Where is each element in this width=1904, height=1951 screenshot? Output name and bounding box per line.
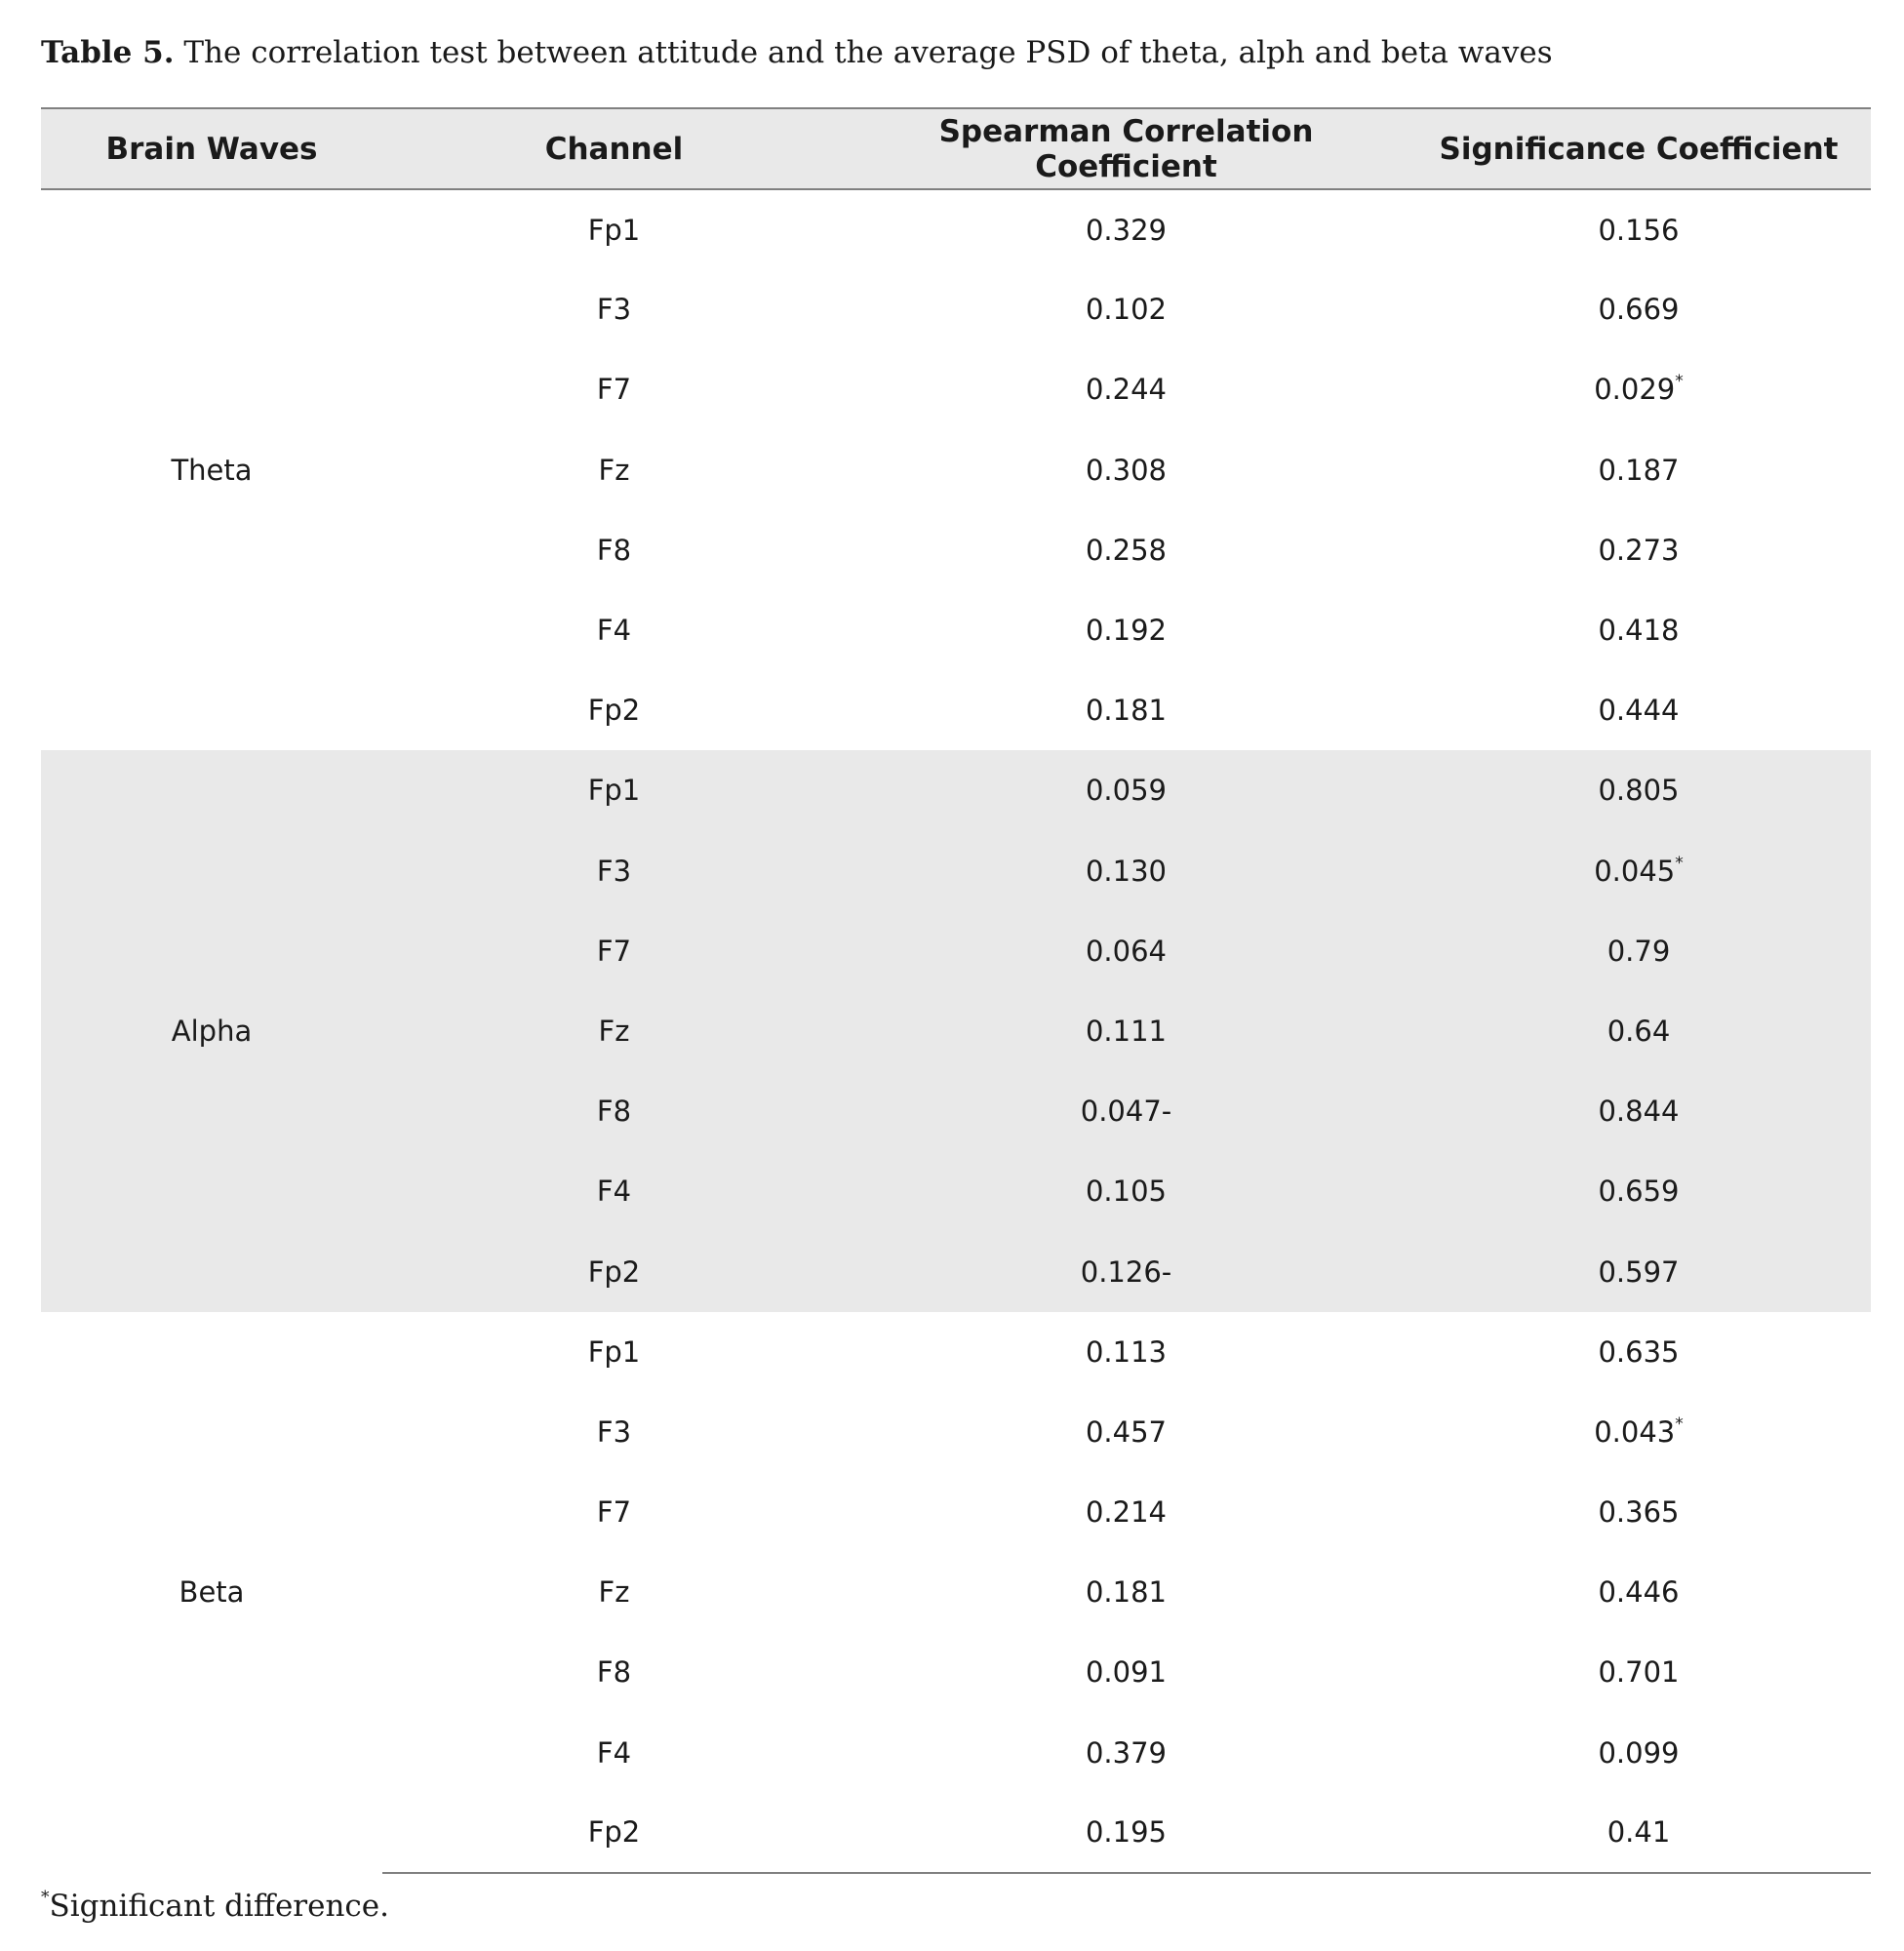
significance-value: 0.446 <box>1598 1575 1680 1610</box>
significance-value: 0.64 <box>1606 1014 1671 1048</box>
channel-cell: F4 <box>596 1175 632 1209</box>
significance-cell <box>1407 831 1871 911</box>
spearman-cell: 0.195 <box>846 1793 1407 1873</box>
brain-wave-cell: Beta <box>178 1575 245 1610</box>
header-spearman: Spearman Correlation Coefficient <box>846 108 1407 189</box>
significance-mark: * <box>1675 1413 1684 1434</box>
significance-value: 0.187 <box>1598 453 1680 487</box>
table-row <box>41 750 1871 830</box>
spearman-cell: 0.181 <box>1085 1575 1168 1610</box>
channel-cell: F3 <box>596 293 632 327</box>
significance-value: 0.099 <box>1598 1735 1680 1770</box>
significance-cell <box>1407 349 1871 429</box>
significance-cell <box>1407 1312 1871 1392</box>
channel-cell: Fp2 <box>587 1254 641 1289</box>
channel-cell: F8 <box>596 1655 632 1690</box>
spearman-cell: 0.181 <box>1085 694 1168 728</box>
significance-value: 0.043 <box>1594 1414 1676 1449</box>
table-header <box>41 108 1871 189</box>
spearman-cell: 0.059 <box>1085 774 1168 808</box>
header-significance: Significance Coefficient <box>1407 108 1871 189</box>
channel-cell: Fz <box>598 453 630 487</box>
significance-value: 0.41 <box>1606 1815 1671 1850</box>
significance-cell <box>1407 991 1871 1071</box>
footnote-text: Significant difference. <box>49 1889 389 1924</box>
channel-cell: Fp1 <box>587 774 641 808</box>
channel-cell: Fp2 <box>587 694 641 728</box>
significance-value: 0.418 <box>1598 614 1680 648</box>
significance-value: 0.669 <box>1598 293 1680 327</box>
header-brain-waves: Brain Waves <box>41 108 382 189</box>
channel-cell: F4 <box>596 614 632 648</box>
significance-cell <box>1407 1151 1871 1231</box>
significance-value: 0.805 <box>1598 774 1680 808</box>
significance-value: 0.659 <box>1598 1175 1680 1209</box>
channel-cell: Fz <box>598 1014 630 1048</box>
correlation-table <box>41 107 1871 1874</box>
significance-cell <box>1407 1392 1871 1472</box>
significance-cell <box>1407 510 1871 590</box>
spearman-cell: 0.308 <box>1085 453 1168 487</box>
spearman-cell: 0.457 <box>1085 1414 1168 1449</box>
significance-value: 0.597 <box>1598 1254 1680 1289</box>
footnote-mark: * <box>41 1888 50 1907</box>
header-channel: Channel <box>382 108 846 189</box>
significance-cell <box>1407 269 1871 349</box>
significance-cell <box>1407 911 1871 991</box>
significance-cell <box>1407 1632 1871 1712</box>
channel-cell: F8 <box>596 533 632 567</box>
significance-cell <box>1407 1472 1871 1552</box>
significance-value: 0.273 <box>1598 533 1680 567</box>
channel-cell: F3 <box>596 1414 632 1449</box>
table-row <box>41 1312 1871 1392</box>
significance-cell <box>1407 750 1871 830</box>
alpha-group <box>41 750 1871 1311</box>
header-row <box>41 108 1871 189</box>
table-label: Table 5. <box>41 35 175 70</box>
spearman-cell: 0.047- <box>1080 1095 1172 1129</box>
significance-value: 0.029 <box>1594 373 1676 407</box>
significance-cell <box>1407 430 1871 510</box>
significance-cell <box>1407 590 1871 670</box>
significance-cell <box>1407 1231 1871 1311</box>
significance-cell <box>1407 189 1871 269</box>
channel-cell: F7 <box>596 373 632 407</box>
brain-wave-cell: Alpha <box>171 1014 253 1048</box>
channel-cell: F4 <box>596 1735 632 1770</box>
significance-cell <box>1407 1793 1871 1873</box>
significance-value: 0.844 <box>1598 1095 1680 1129</box>
significance-value: 0.045 <box>1594 854 1676 888</box>
significance-cell <box>1407 1713 1871 1793</box>
channel-cell: Fz <box>598 1575 630 1610</box>
significance-value: 0.79 <box>1606 934 1671 968</box>
significance-value: 0.444 <box>1598 694 1680 728</box>
spearman-cell: 0.064 <box>1085 934 1168 968</box>
channel-cell: F7 <box>596 934 632 968</box>
channel-cell: Fp1 <box>587 1334 641 1369</box>
table-row <box>41 189 1871 269</box>
spearman-cell: 0.214 <box>1085 1495 1168 1530</box>
significance-cell <box>1407 670 1871 750</box>
significance-value: 0.701 <box>1598 1655 1680 1690</box>
beta-group <box>41 1312 1871 1873</box>
significance-mark: * <box>1675 372 1684 392</box>
significance-value: 0.156 <box>1598 213 1680 247</box>
spearman-cell: 0.111 <box>1085 1014 1168 1048</box>
table-caption <box>41 29 1553 76</box>
channel-cell: Fp1 <box>587 213 641 247</box>
theta-group <box>41 189 1871 750</box>
spearman-cell: 0.113 <box>1085 1334 1168 1369</box>
significance-value: 0.365 <box>1598 1495 1680 1530</box>
significance-cell <box>1407 1552 1871 1632</box>
significance-value: 0.635 <box>1598 1334 1680 1369</box>
spearman-cell: 0.329 <box>1085 213 1168 247</box>
spearman-cell: 0.091 <box>1085 1655 1168 1690</box>
table-footnote <box>41 1885 389 1928</box>
table-title: The correlation test between attitude and the average PSD of theta, alph and beta waves <box>174 35 1553 70</box>
channel-cell: F3 <box>596 854 632 888</box>
spearman-cell: 0.102 <box>1085 293 1168 327</box>
channel-cell: F8 <box>596 1095 632 1129</box>
spearman-cell: 0.192 <box>1085 614 1168 648</box>
spearman-cell: 0.258 <box>1085 533 1168 567</box>
spearman-cell: 0.379 <box>1085 1735 1168 1770</box>
significance-mark: * <box>1675 853 1684 873</box>
spearman-cell: 0.244 <box>1085 373 1168 407</box>
channel-cell: Fp2 <box>382 1793 846 1873</box>
brain-wave-cell: Theta <box>171 454 253 488</box>
spearman-cell: 0.105 <box>1085 1175 1168 1209</box>
spearman-cell: 0.126- <box>1080 1254 1172 1289</box>
significance-cell <box>1407 1071 1871 1151</box>
channel-cell: F7 <box>596 1495 632 1530</box>
spearman-cell: 0.130 <box>1085 854 1168 888</box>
